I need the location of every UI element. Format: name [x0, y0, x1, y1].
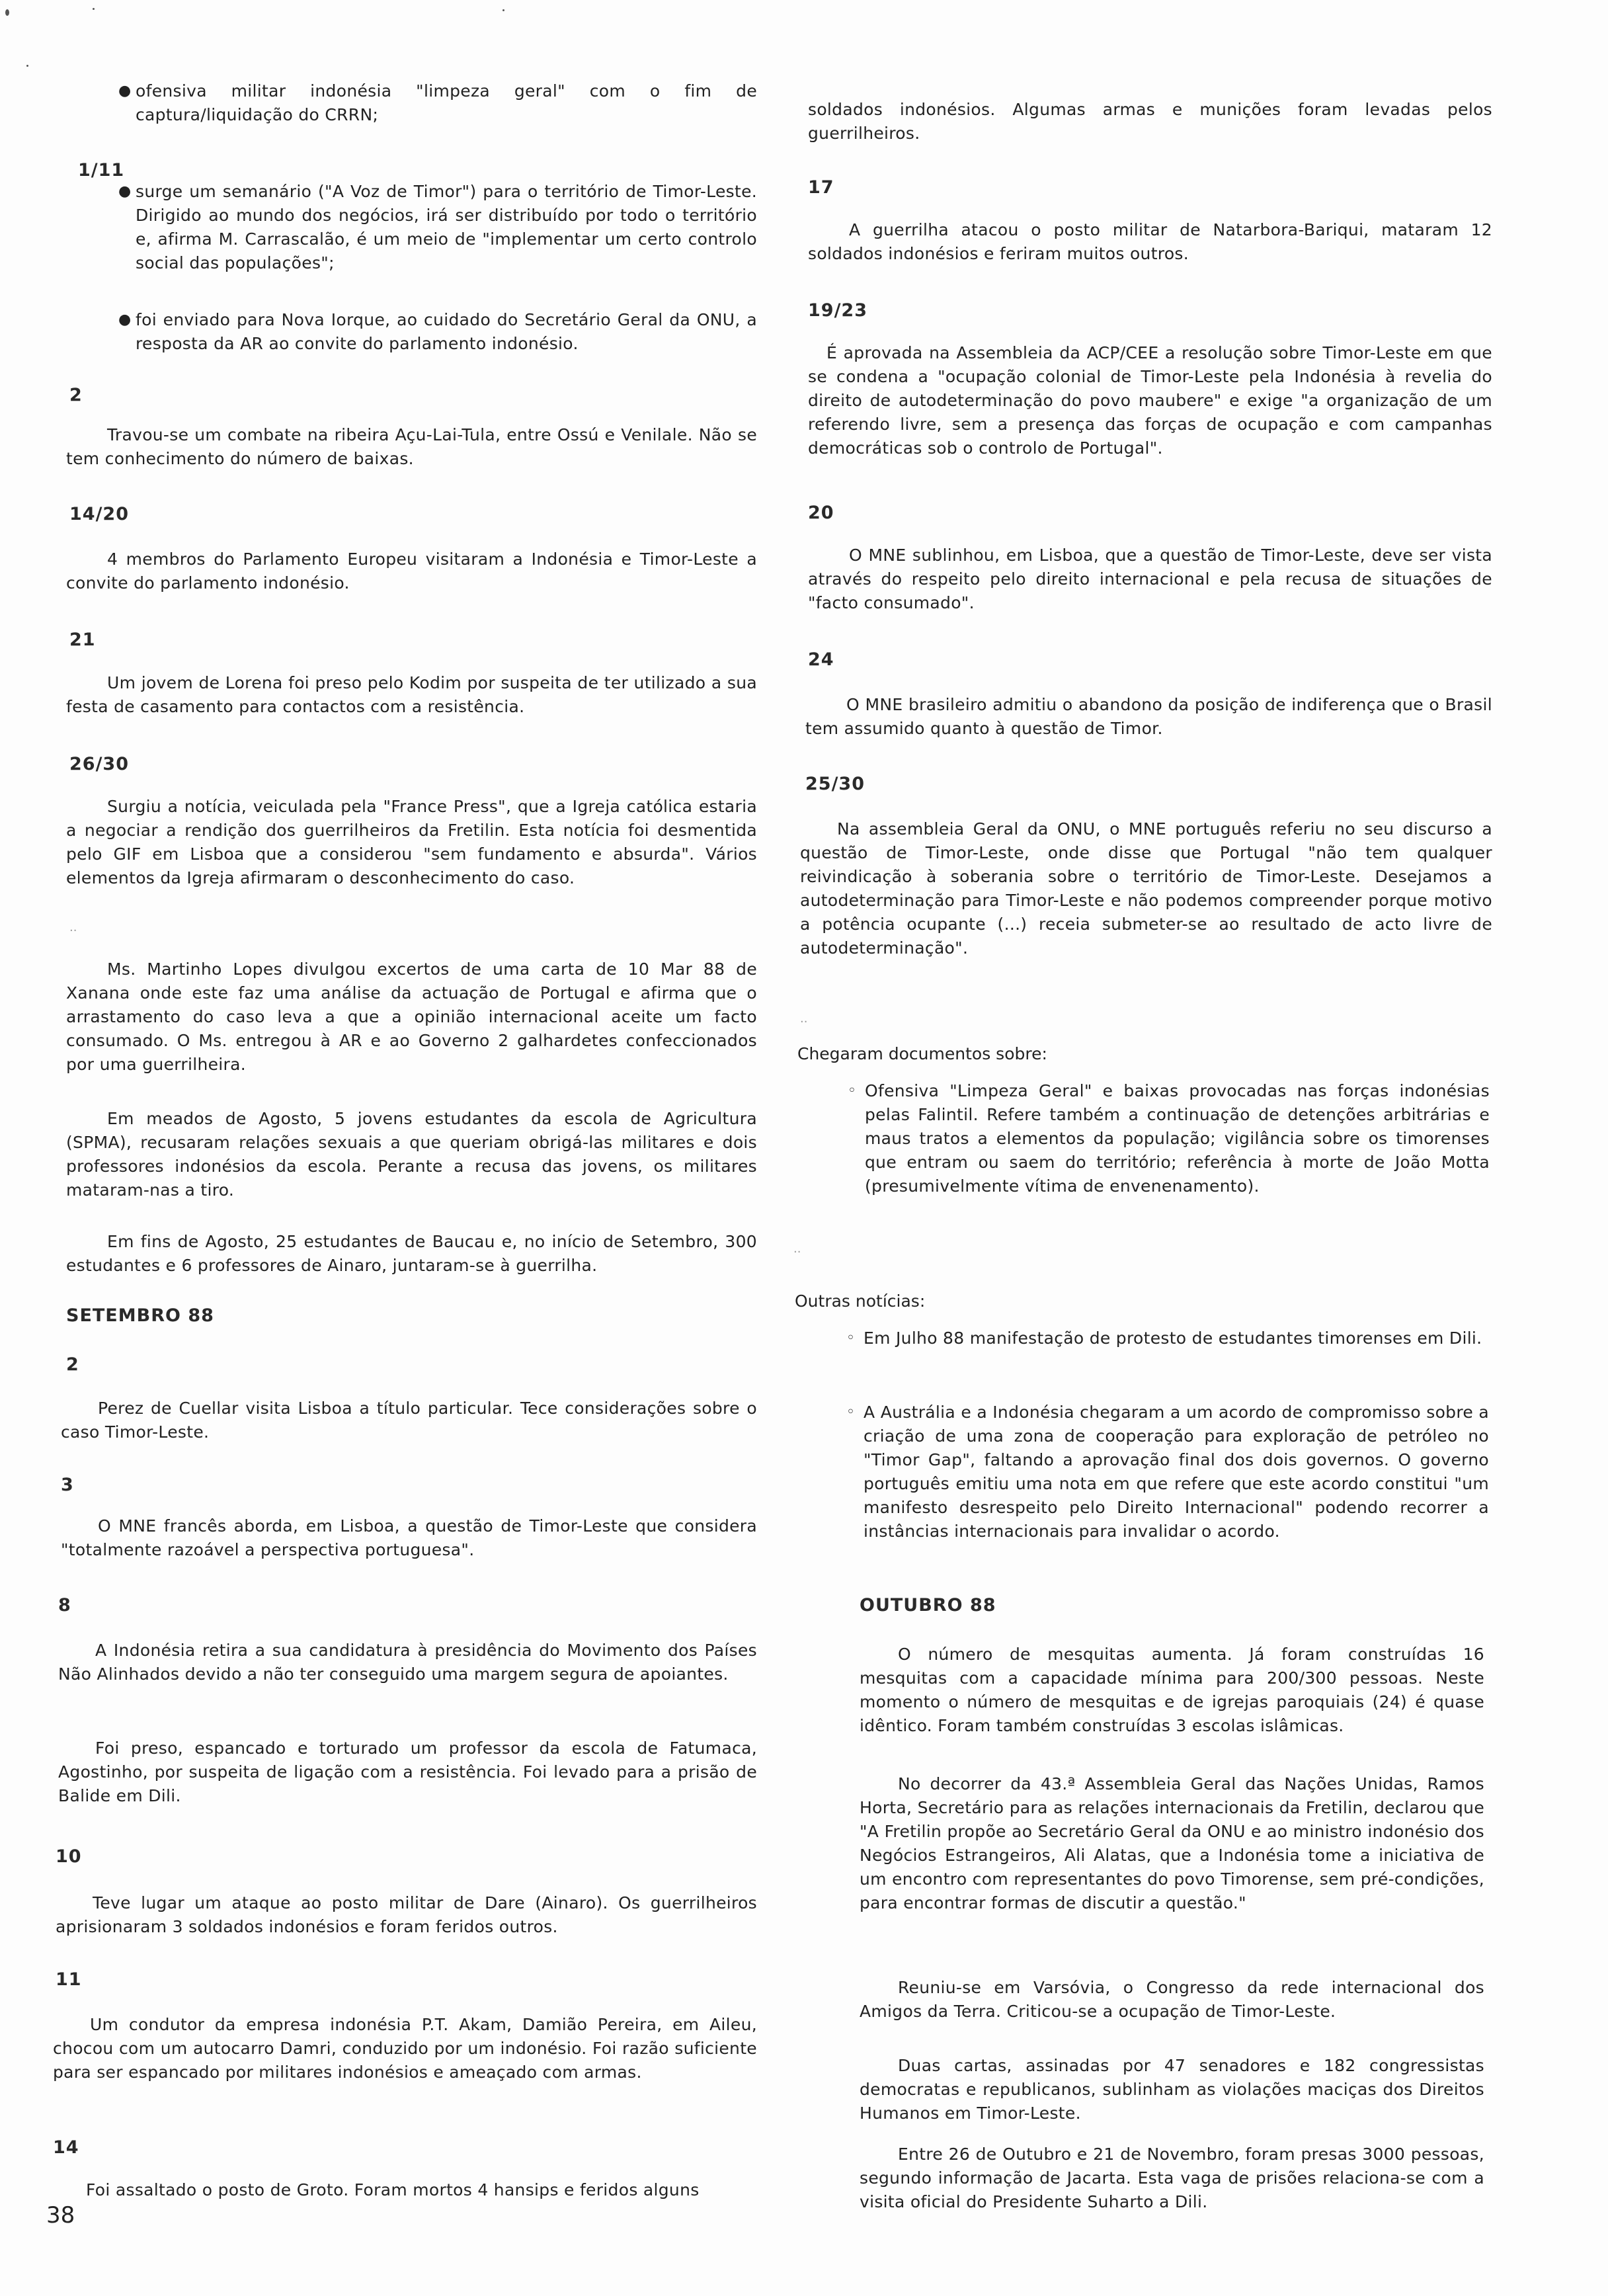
bullet-item: [846, 1327, 1489, 1350]
entry-date: 19/23: [808, 300, 868, 321]
entry-date: 8: [58, 1595, 71, 1616]
entry-text: É aprovada na Assembleia da ACP/CEE a resolução sobre Timor-Leste em que se condena a "ocupação colonial de Timor-Leste pela Indonésia à revelia do direito de autodeterminação do povo maubere" e exige "a organização de um referendo livre, sem a presença das forças de ocupação e com campanhas democráticas sob o controlo de Portugal".: [808, 343, 1492, 458]
bullet-text: Em Julho 88 manifestação de protesto de estudantes timorenses em Dili.: [864, 1329, 1482, 1348]
entry-date: 3: [61, 1475, 74, 1495]
page-number: 38: [46, 2202, 75, 2229]
entry-date: 14: [53, 2137, 79, 2158]
entry-date: 25/30: [805, 774, 865, 794]
entry-text: Travou-se um combate na ribeira Açu-Lai-Tula, entre Ossú e Venilale. Não se tem conhecimento do número de baixas.: [66, 425, 757, 468]
entry-text: Surgiu a notícia, veiculada pela "France Press", que a Igreja católica estaria a negociar a rendição dos guerrilheiros da Fretilin. Esta notícia foi desmentida pelo GIF em Lisboa que a considerou "sem fundamento e absurda". Vários elementos da Igreja afirmaram o desconhecimento do caso.: [66, 797, 757, 887]
scan-speck: [26, 65, 28, 67]
entry-date: 14/20: [69, 504, 130, 524]
entry-date: 17: [808, 177, 834, 198]
entry-date: 1/11: [78, 160, 125, 181]
entry-date: 24: [808, 649, 834, 670]
bullet-circle-icon: ◦: [846, 1330, 856, 1346]
entry-text: Duas cartas, assinadas por 47 senadores e 182 congressistas democratas e republicanos, sublinham as violações maciças dos Direitos Humanos em Timor-Leste.: [860, 2056, 1484, 2123]
section-heading: SETEMBRO 88: [66, 1305, 214, 1326]
entry-text: Em fins de Agosto, 25 estudantes de Baucau e, no início de Setembro, 300 estudantes e 6 professores de Ainaro, juntaram-se à guerrilha.: [66, 1232, 757, 1275]
bullet-dot-icon: ●: [118, 311, 132, 328]
bullet-item: [848, 1079, 1490, 1198]
entry-text: Um condutor da empresa indonésia P.T. Akam, Damião Pereira, em Aileu, chocou com um autocarro Damri, conduzido por um indonésio. Foi razão suficiente para ser espancado por militares indonésios e ameaçado com armas.: [53, 2015, 757, 2082]
entry-text: Reuniu-se em Varsóvia, o Congresso da rede internacional dos Amigos da Terra. Criticou-se a ocupação de Timor-Leste.: [860, 1978, 1484, 2021]
scan-speck: [502, 9, 504, 11]
bullet-text: foi enviado para Nova Iorque, ao cuidado do Secretário Geral da ONU, a resposta da AR ao convite do parlamento indonésio.: [136, 310, 757, 353]
entry-text: O MNE francês aborda, em Lisboa, a questão de Timor-Leste que considera "totalmente razoável a perspectiva portuguesa".: [61, 1516, 757, 1559]
bullet-circle-icon: ◦: [846, 1404, 856, 1420]
entry-text: O número de mesquitas aumenta. Já foram construídas 16 mesquitas com a capacidade mínima para 200/300 pessoas. Neste momento o número de mesquitas e de igrejas paroquiais (24) é quase idêntico. Foram também construídas 3 escolas islâmicas.: [860, 1645, 1484, 1735]
entry-text: Perez de Cuellar visita Lisboa a título particular. Tece considerações sobre o caso Timor-Leste.: [61, 1399, 757, 1442]
bullet-item: [118, 308, 757, 356]
scan-speck: [5, 9, 9, 16]
entry-text: A guerrilha atacou o posto militar de Natarbora-Bariqui, mataram 12 soldados indonésios e feriram muitos outros.: [808, 220, 1492, 263]
entry-text: Foi preso, espancado e torturado um professor da escola de Fatumaca, Agostinho, por suspeita de ligação com a resistência. Foi levado para a prisão de Balide em Dili.: [58, 1739, 757, 1805]
entry-text: A Indonésia retira a sua candidatura à presidência do Movimento dos Países Não Alinhados devido a não ter conseguido uma margem segura de apoiantes.: [58, 1641, 757, 1684]
entry-text: Na assembleia Geral da ONU, o MNE português referiu no seu discurso a questão de Timor-Leste, onde disse que Portugal "não tem qualquer reivindicação à soberania sobre o território de Timor-Leste. Desejamos a autodeterminação para Timor-Leste e não podemos compreender porque motivo a potência ocupante (...) receia submeter-se ao resultado de acto livre de autodeterminação".: [800, 819, 1492, 958]
section-heading: OUTUBRO 88: [860, 1595, 996, 1616]
entry-date: 26/30: [69, 754, 130, 774]
entry-date: 11: [56, 1969, 82, 1990]
entry-text: Um jovem de Lorena foi preso pelo Kodim por suspeita de ter utilizado a sua festa de casamento para contactos com a resistência.: [66, 673, 757, 716]
list-label: Outras notícias:: [795, 1292, 926, 1311]
bullet-text: surge um semanário ("A Voz de Timor") para o território de Timor-Leste. Dirigido ao mundo dos negócios, irá ser distribuído por todo o território e, afirma M. Carrascalão, é um meio de "implementar um certo controlo social das populações";: [136, 182, 757, 272]
bullet-text: ofensiva militar indonésia "limpeza geral" com o fim de captura/liquidação do CRRN;: [136, 81, 757, 124]
entry-text: Foi assaltado o posto de Groto. Foram mortos 4 hansips e feridos alguns: [86, 2180, 700, 2199]
entry-date: 10: [56, 1846, 82, 1867]
bullet-text: A Austrália e a Indonésia chegaram a um acordo de compromisso sobre a criação de uma zona de cooperação para exploração de petróleo no "Timor Gap", faltando a aprovação final dos dois governos. O governo português emitiu uma nota em que refere que este acordo constitui "um manifesto desrespeito pelo Direito Internacional" podendo recorrer a instâncias internacionais para invalidar o acordo.: [864, 1403, 1489, 1541]
bullet-circle-icon: ◦: [848, 1083, 857, 1099]
separator: ..: [800, 1012, 808, 1026]
entry-date: 2: [66, 1354, 79, 1375]
entry-text: soldados indonésios. Algumas armas e munições foram levadas pelos guerrilheiros.: [808, 100, 1492, 143]
bullet-item: [846, 1401, 1489, 1543]
entry-text: Em meados de Agosto, 5 jovens estudantes da escola de Agricultura (SPMA), recusaram relações sexuais a que queriam obrigá-las militares e dois professores indonésios da escola. Perante a recusa das jovens, os militares mataram-nas a tiro.: [66, 1109, 757, 1200]
entry-date: 20: [808, 503, 834, 523]
entry-text: Teve lugar um ataque ao posto militar de Dare (Ainaro). Os guerrilheiros aprisionaram 3 soldados indonésios e foram feridos outros.: [56, 1893, 757, 1936]
bullet-dot-icon: ●: [118, 183, 132, 200]
entry-date: 2: [69, 385, 83, 405]
bullet-text: Ofensiva "Limpeza Geral" e baixas provocadas nas forças indonésias pelas Falintil. Refere também a continuação de detenções arbitrárias e maus tratos a elementos da população; vigilância sobre os timorenses que entram ou saem do território; referência à morte de João Motta (presumivelmente vítima de envenenamento).: [865, 1081, 1490, 1196]
separator: ..: [793, 1242, 801, 1256]
entry-text: 4 membros do Parlamento Europeu visitaram a Indonésia e Timor-Leste a convite do parlamento indonésio.: [66, 550, 757, 593]
entry-text: O MNE sublinhou, em Lisboa, que a questão de Timor-Leste, deve ser vista através do respeito pelo direito internacional e pela recusa de situações de "facto consumado".: [808, 546, 1492, 612]
bullet-item: [118, 79, 757, 127]
entry-text: No decorrer da 43.ª Assembleia Geral das Nações Unidas, Ramos Horta, Secretário para as relações internacionais da Fretilin, declarou que "A Fretilin propõe ao Secretário Geral da ONU e ao ministro indonésio dos Negócios Estrangeiros, Ali Alatas, que a Indonésia tome a iniciativa de um encontro com representantes do povo Timorense, sem pré-condições, para encontrar formas de discutir a questão.": [860, 1774, 1484, 1912]
entry-text: Entre 26 de Outubro e 21 de Novembro, foram presas 3000 pessoas, segundo informação de Jacarta. Esta vaga de prisões relaciona-se com a visita oficial do Presidente Suharto a Dili.: [860, 2145, 1484, 2211]
scan-speck: [93, 8, 95, 10]
bullet-item: [118, 180, 757, 275]
entry-text: Ms. Martinho Lopes divulgou excertos de uma carta de 10 Mar 88 de Xanana onde este faz uma análise da actuação de Portugal e afirma que o arrastamento do caso leva a que a opinião internacional aceite um facto consumado. O Ms. entregou à AR e ao Governo 2 galhardetes confeccionados por uma guerrilheira.: [66, 960, 757, 1074]
list-label: Chegaram documentos sobre:: [797, 1044, 1047, 1063]
bullet-dot-icon: ●: [118, 83, 132, 99]
entry-date: 21: [69, 630, 96, 650]
entry-text: O MNE brasileiro admitiu o abandono da posição de indiferença que o Brasil tem assumido quanto à questão de Timor.: [805, 695, 1492, 738]
separator: ..: [69, 921, 77, 934]
